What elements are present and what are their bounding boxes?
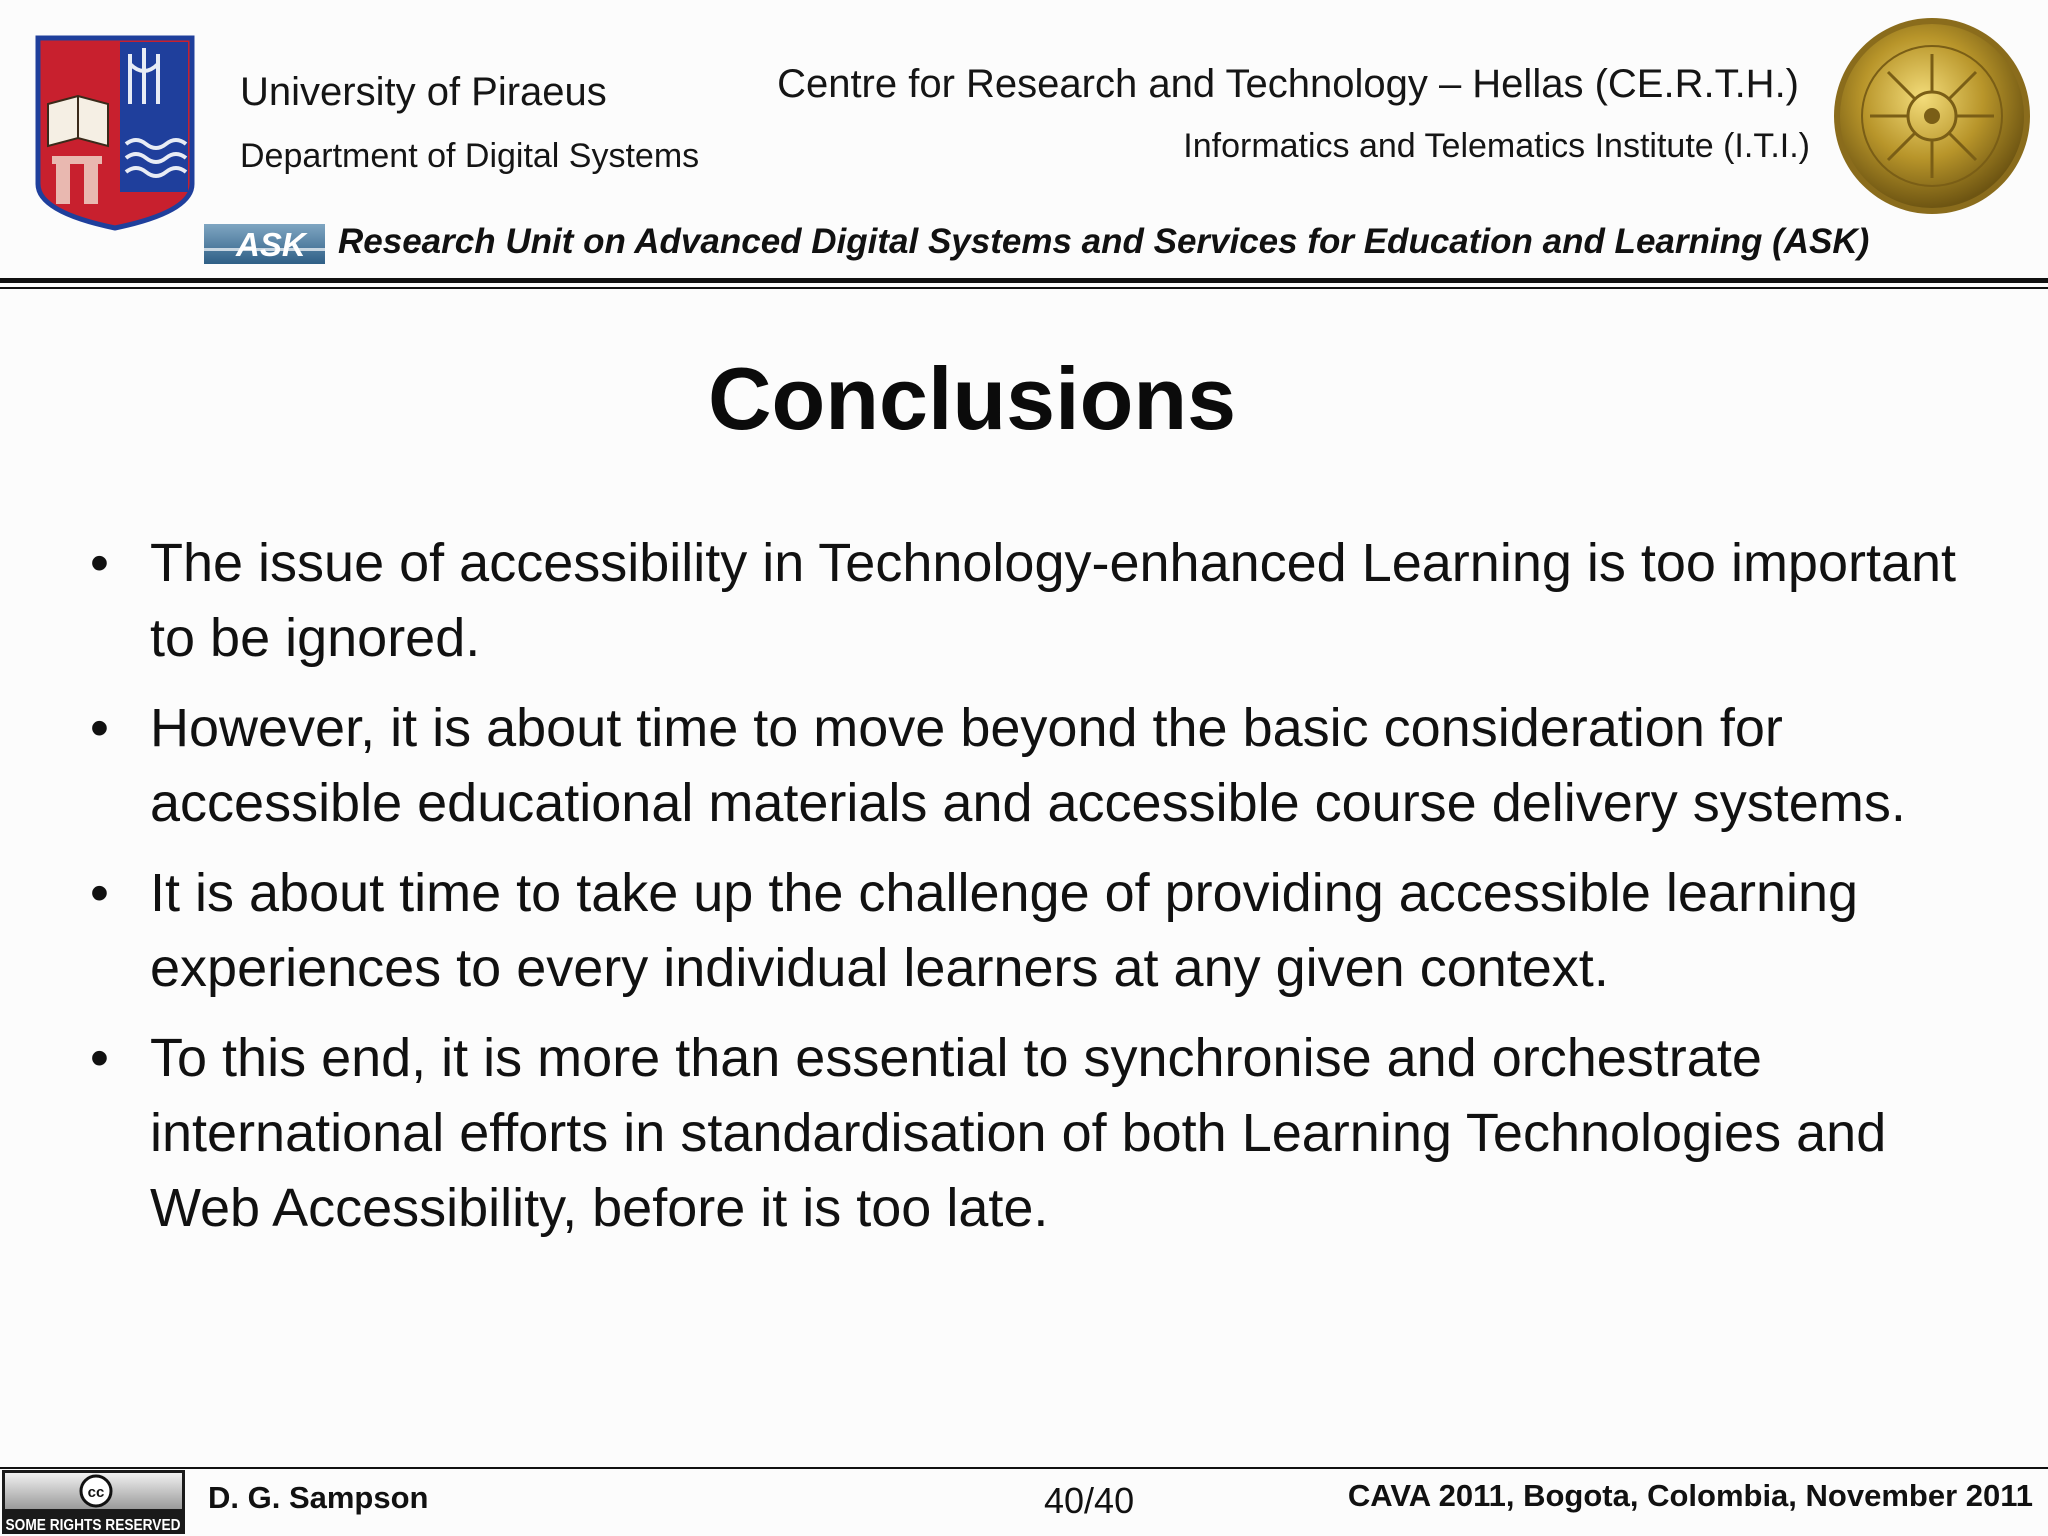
ask-logo-text: ASK [236,226,306,263]
page-number: 40/40 [1044,1480,1135,1521]
footer-event: CAVA 2011, Bogota, Colombia, November 2011 [1347,1478,2033,1513]
ask-logo-graphic [204,224,325,264]
header-divider [0,278,2048,283]
research-unit-name: Research Unit on Advanced Digital Systems and Services for Education and Learning (ASK) [338,222,1870,261]
bullet-text: However, it is about time to move beyond the basic consideration for accessible educational materials and accessible course delivery systems. [150,698,1906,833]
bullet-text: The issue of accessibility in Technology-enhanced Learning is too important to be ignored. [150,533,1957,668]
footer-divider [0,1467,2048,1469]
cc-icon [81,1476,111,1506]
bullet-text: It is about time to take up the challenge of providing accessible learning experiences to every individual learners at any given context. [150,863,1859,998]
ask-logo [204,224,325,264]
centre-name: Centre for Research and Technology – Hellas (CE.R.T.H.) [777,62,1799,106]
department-name: Department of Digital Systems [240,137,700,175]
header-divider-thin [0,287,2048,289]
bullet-text: To this end, it is more than essential to synchronise and orchestrate international efforts in standardisation of both Learning Technologies and Web Accessibility, before it is too late. [150,1028,1887,1238]
bullet-marker: • [90,1028,109,1088]
bullet-item [90,691,2010,841]
bullet-marker: • [90,533,109,593]
institute-name: Informatics and Telematics Institute (I.T.I.) [1183,127,1810,165]
slide-title: Conclusions [707,349,1237,448]
bullet-marker: • [90,863,109,923]
bullet-marker: • [90,698,109,758]
footer-author: D. G. Sampson [208,1480,429,1515]
gold-seal-logo [1830,14,2035,219]
bullet-list [90,526,2010,1261]
svg-text:cc: cc [87,1484,105,1501]
bullet-item [90,526,2010,676]
university-of-piraeus-logo [34,34,196,230]
bullet-item [90,1021,2010,1246]
university-name: University of Piraeus [240,70,607,114]
bullet-item [90,856,2010,1006]
cc-badge-text: SOME RIGHTS RESERVED [5,1517,181,1534]
creative-commons-badge[interactable] [2,1470,185,1534]
